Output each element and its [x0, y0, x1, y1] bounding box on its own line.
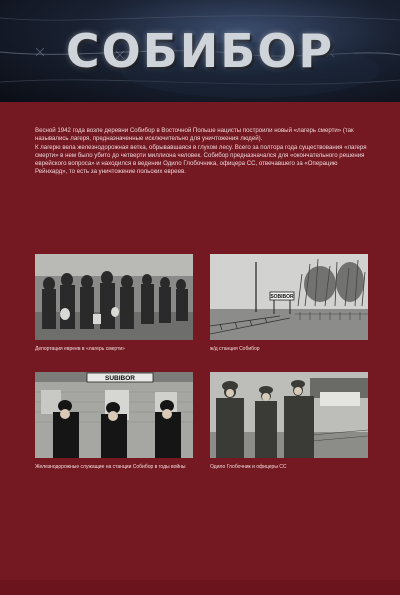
page-title: СОБИБОР: [65, 24, 335, 78]
photo-caption: ж/д станция Собибор: [210, 346, 260, 352]
header-banner: [0, 0, 400, 102]
deportation-photo: [35, 254, 193, 340]
footer-strip: [0, 580, 400, 595]
intro-text: [35, 127, 370, 177]
intro-paragraph-2: К лагерю вела железнодорожная ветка, обрывавшаяся в глухом лесу. Всего за полтора года существования «лагеря смерти» в нем было убито до четверти миллиона человек. Собибор предназначался для «окончательного решения еврейского вопроса» и находился в ведении Одило Глобочника, офицера СС, отвечавшего за «Операцию Рейнхард», то есть за уничтожение польских евреев.: [35, 143, 367, 176]
photo-caption: Одило Глобочник и офицеры СС: [210, 464, 287, 470]
station-sign-text: SOBIBOR: [270, 294, 294, 300]
intro-paragraph-1: Весной 1942 года возле деревни Собибор в Восточной Польше нацисты построили новый «лагерь смерти» (так назывались лагеря, предназначенные исключительно для уничтожения людей).: [35, 127, 354, 143]
railway-workers-photo: [35, 372, 193, 458]
photo-caption: Депортация евреев в «лагерь смерти»: [35, 346, 125, 352]
photo-caption: Железнодорожные служащие на станции Собибор в годы войны: [35, 464, 186, 470]
railway-station-photo: [210, 254, 368, 340]
ss-officers-photo: [210, 372, 368, 458]
station-sign-text: SUBIBOR: [105, 375, 135, 382]
